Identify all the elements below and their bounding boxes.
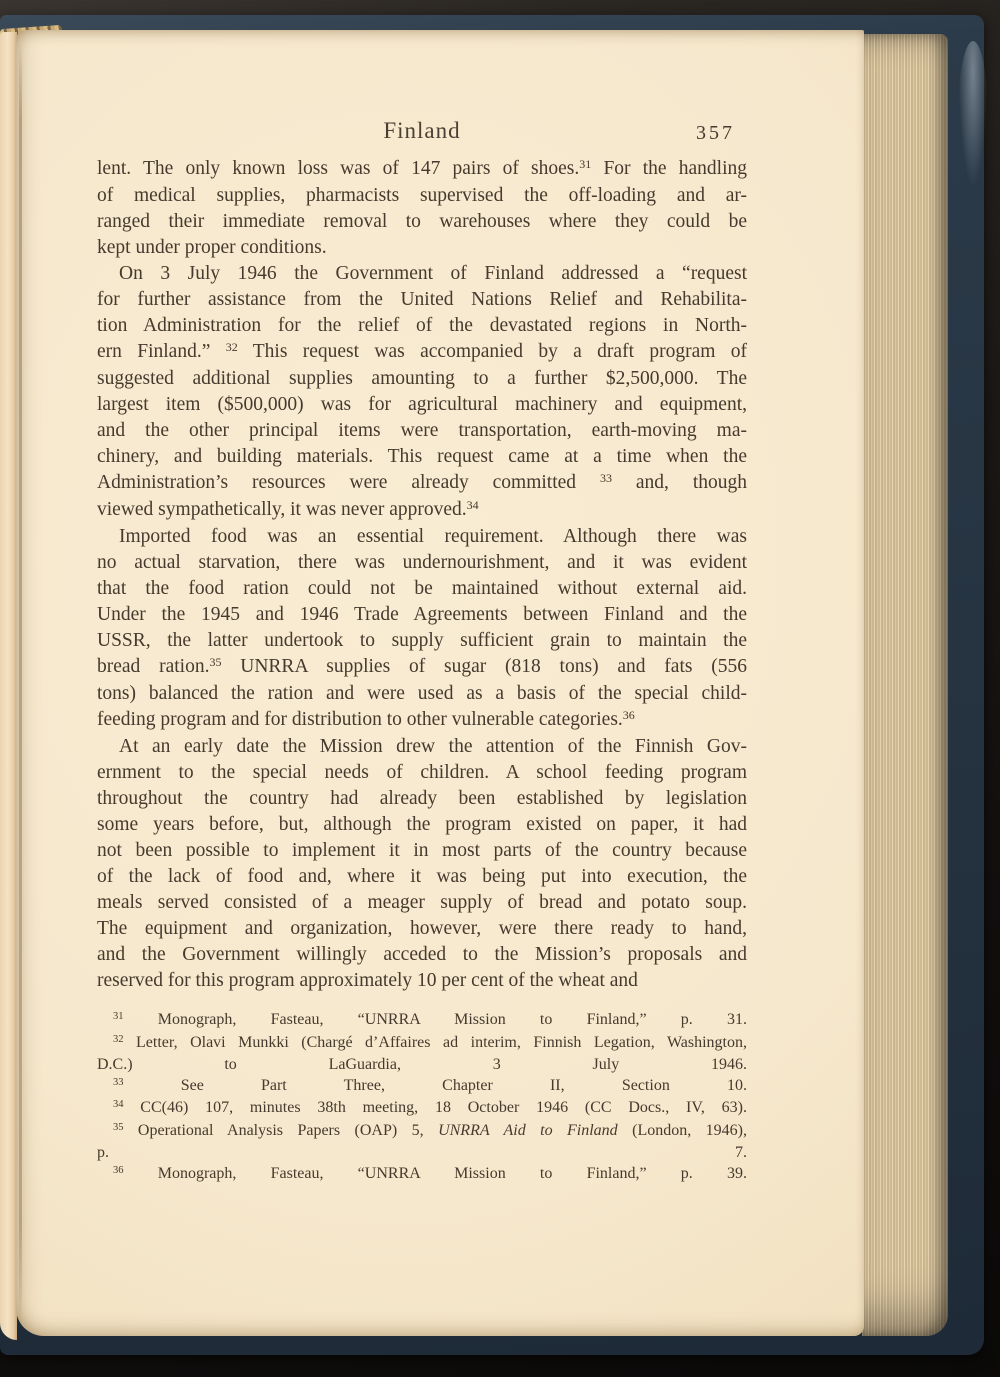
text-run: Administration’s resources were already committed [97,472,600,493]
running-head: Finland [383,118,461,143]
footnote-marker: 33 [599,471,612,485]
text-line [97,1055,747,1076]
text-run: reserved for this program approximately 10 per cent of the wheat and [97,970,638,991]
footnote-marker: 35 [209,655,222,669]
text-line [97,209,747,235]
text-run: and the Government willingly acceded to the Mission’s proposals and [97,944,747,965]
text-line [97,968,747,994]
text-line [97,339,747,366]
text-run: of medical supplies, pharmacists supervised the off-loading and ar- [97,185,747,206]
text-run: bread ration. [97,656,210,677]
text-line [97,235,747,261]
text-run: kept under proper conditions. [97,237,327,258]
body-text [97,156,747,994]
paragraph [97,524,747,734]
text-run: and the other principal items were transportation, earth-moving ma- [97,420,747,441]
text-run: that the food ration could not be maintained without external aid. [97,578,747,599]
text-line [97,1010,747,1033]
text-line [97,812,747,838]
page-left-edge [0,32,17,1340]
text-line [97,602,747,628]
text-run: See Part Three, Chapter II, Section 10. [123,1076,747,1094]
text-line [97,1164,747,1187]
text-run: Operational Analysis Papers (OAP) 5, [123,1121,439,1139]
text-line [97,916,747,942]
text-run: ern Finland.” [97,341,226,362]
text-run: of the lack of food and, where it was being put into execution, the [97,866,747,887]
text-run: Imported food was an essential requirement. Although there was [119,526,747,547]
text-run: ranged their immediate removal to warehouses where they could be [97,211,747,232]
text-run: On 3 July 1946 the Government of Finland addressed a “request [119,263,747,284]
text-line [97,156,747,183]
text-line [97,942,747,968]
text-run: For the handling [591,158,747,179]
text-run: no actual starvation, there was undernourishment, and it was evident [97,552,747,573]
italic-text: UNRRA Aid to Finland [438,1121,618,1139]
text-line [97,1121,747,1144]
page-text-block [97,118,747,1186]
text-line [97,890,747,916]
text-run: chinery, and building materials. This request came at a time when the [97,446,747,467]
text-line [97,287,747,313]
footnote-marker: 36 [113,1164,124,1176]
paragraph [97,261,747,524]
text-run: Monograph, Fasteau, “UNRRA Mission to Finland,” p. 39. [123,1164,747,1182]
text-line [97,734,747,760]
text-line [97,838,747,864]
text-run: Monograph, Fasteau, “UNRRA Mission to Finland,” p. 31. [123,1011,747,1028]
text-run: ernment to the special needs of children. A school feeding program [97,762,747,783]
text-run: throughout the country had already been established by legislation [97,788,747,809]
text-run: This request was accompanied by a draft program of [237,341,747,362]
text-line [97,418,747,444]
text-line [97,183,747,209]
text-run: for further assistance from the United Nations Relief and Rehabilita- [97,289,747,310]
text-run: tons) balanced the ration and were used as a basis of the special child- [97,683,747,704]
text-line [97,524,747,550]
text-line [97,470,747,497]
text-line [97,1076,747,1099]
footnote-marker: 34 [466,498,479,512]
text-line [97,313,747,339]
page-header [97,118,747,156]
text-line [97,760,747,786]
footnote-marker: 33 [113,1076,124,1088]
text-line [97,550,747,576]
text-run: CC(46) 107, minutes 38th meeting, 18 October 1946 (CC Docs., IV, 63). [123,1099,747,1116]
text-run: The equipment and organization, however, were there ready to hand, [97,918,747,939]
text-line [97,1098,747,1121]
footnote-marker: 32 [113,1033,124,1045]
text-run: Under the 1945 and 1946 Trade Agreements between Finland and the [97,604,747,625]
text-run: lent. The only known loss was of 147 pairs of shoes. [97,158,580,179]
text-run: USSR, the latter undertook to supply sufficient grain to maintain the [97,630,747,651]
paragraph [97,156,747,261]
text-line [97,786,747,812]
footnotes [97,1010,747,1186]
text-run: D.C.) to LaGuardia, 3 July 1946. [97,1056,747,1073]
text-line [97,392,747,418]
text-run: viewed sympathetically, it was never approved. [97,499,467,520]
text-run: (London, 1946), [617,1121,747,1139]
text-line [97,707,747,734]
text-run: feeding program and for distribution to other vulnerable categories. [97,709,623,730]
footnote-marker: 32 [225,340,238,354]
page-number: 357 [696,122,735,144]
text-run: tion Administration for the relief of the devastated regions in North- [97,315,747,336]
footnote-marker: 34 [113,1099,124,1110]
gutter-crease [19,42,22,1328]
text-run: and, though [611,472,748,493]
text-run: not been possible to implement it in most parts of the country because [97,840,747,861]
footnote-marker: 31 [113,1011,124,1022]
text-run: suggested additional supplies amounting to a further $2,500,000. The [97,368,747,389]
text-line [97,497,747,524]
fore-edge-page-stack [862,34,948,1336]
text-line [97,1143,747,1164]
text-line [97,864,747,890]
text-line [97,576,747,602]
text-run: Letter, Olavi Munkki (Chargé d’Affaires ad interim, Finnish Legation, Washington, [123,1033,747,1051]
text-line [97,261,747,287]
text-line [97,1033,747,1056]
text-line [97,654,747,681]
text-run: At an early date the Mission drew the attention of the Finnish Gov- [119,736,747,757]
paragraph [97,734,747,994]
text-line [97,366,747,392]
text-run: p. 7. [97,1144,747,1161]
footnote-marker: 31 [579,157,592,171]
text-run: UNRRA supplies of sugar (818 tons) and fats (556 [221,656,747,677]
text-line [97,444,747,470]
footnote-marker: 35 [113,1121,124,1133]
text-line [97,628,747,654]
text-run: largest item ($500,000) was for agricultural machinery and equipment, [97,394,747,415]
footnote-marker: 36 [622,708,635,722]
text-line [97,681,747,707]
text-run: meals served consisted of a meager supply of bread and potato soup. [97,892,747,913]
text-run: some years before, but, although the program existed on paper, it had [97,814,747,835]
